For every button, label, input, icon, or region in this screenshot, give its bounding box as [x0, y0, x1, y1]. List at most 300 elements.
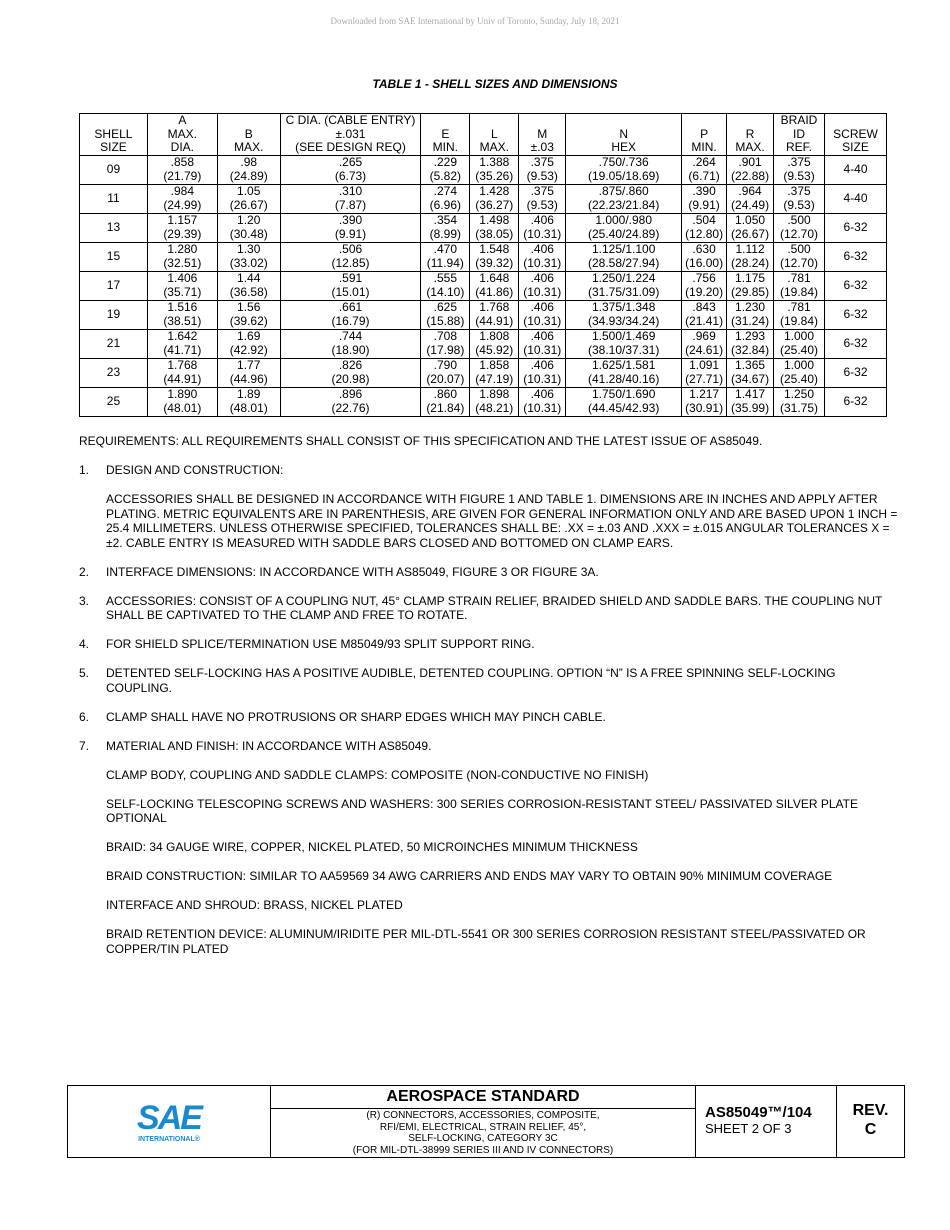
table-cell: [566, 242, 682, 271]
column-header-line: MAX.: [167, 126, 197, 141]
table-cell: [470, 242, 519, 271]
cell-value: 1.89: [237, 387, 261, 401]
table-cell: [80, 358, 148, 387]
cell-value: (35.71): [163, 284, 202, 299]
table-cell: [280, 242, 421, 271]
cell-value: .406: [530, 242, 554, 256]
item-subparagraph: BRAID CONSTRUCTION: SIMILAR TO AA59569 34 AWG CARRIERS AND ENDS MAY VARY TO OBTAIN 90% MINIMUM COVERAGE: [106, 869, 833, 883]
cell-value: (9.91): [688, 197, 720, 212]
cell-value: 6-32: [843, 248, 868, 263]
table-cell: [80, 271, 148, 300]
table-cell: [682, 271, 727, 300]
table-cell: [727, 358, 774, 387]
cell-value: (6.96): [429, 197, 461, 212]
column-header-line: L: [490, 126, 498, 141]
cell-value: 1.768: [479, 300, 510, 314]
cell-value: 1.428: [479, 184, 510, 198]
column-header-line: M: [537, 126, 548, 141]
cell-value: (10.31): [523, 400, 562, 415]
cell-value: (22.76): [331, 400, 370, 415]
cell-value: (36.58): [229, 284, 268, 299]
table-cell: [470, 358, 519, 387]
table-cell: [519, 300, 566, 329]
cell-value: (38.51): [163, 313, 202, 328]
column-header-line: SCREW: [833, 126, 878, 141]
table-cell: [470, 213, 519, 242]
cell-value: .661: [338, 300, 363, 314]
table-cell: [421, 387, 470, 416]
cell-value: 6-32: [843, 277, 868, 292]
cell-value: .843: [692, 300, 716, 314]
cell-value: 1.858: [479, 358, 510, 372]
cell-value: .875/.860: [598, 184, 649, 198]
cell-value: 1.230: [735, 300, 766, 314]
sae-logo-subtitle: INTERNATIONAL®: [138, 1135, 200, 1143]
table-cell: [147, 300, 217, 329]
cell-value: .274: [433, 184, 457, 198]
table-cell: [727, 155, 774, 184]
cell-value: 6-32: [843, 393, 868, 408]
cell-value: 4-40: [843, 190, 868, 205]
column-header: [217, 114, 280, 156]
revision-cell: [837, 1086, 904, 1157]
item-text: DESIGN AND CONSTRUCTION:: [106, 463, 284, 477]
description-line: (R) CONNECTORS, ACCESSORIES, COMPOSITE,: [366, 1110, 600, 1121]
cell-value: (25.40): [780, 342, 819, 357]
table-cell: [470, 329, 519, 358]
item-number: 1.: [79, 463, 90, 477]
cell-value: (9.53): [783, 197, 815, 212]
column-header-line: SIZE: [842, 140, 869, 154]
cell-value: (34.93/34.24): [587, 313, 660, 328]
cell-value: .591: [338, 271, 363, 285]
cell-value: (16.00): [685, 255, 724, 270]
table-row: [80, 329, 887, 358]
cell-value: (29.85): [731, 284, 770, 299]
table-cell: [217, 358, 280, 387]
cell-value: (18.90): [331, 342, 370, 357]
table-cell: [774, 300, 825, 329]
cell-value: 6-32: [843, 364, 868, 379]
cell-value: (15.01): [331, 284, 370, 299]
requirement-item: [79, 565, 901, 580]
item-text: FOR SHIELD SPLICE/TERMINATION USE M85049/93 SPLIT SUPPORT RING.: [106, 637, 535, 651]
sheet-number: SHEET 2 OF 3: [705, 1121, 792, 1136]
cell-value: 17: [106, 277, 121, 292]
cell-value: .756: [692, 271, 716, 285]
cell-value: 1.898: [479, 387, 510, 401]
cell-value: (21.41): [685, 313, 724, 328]
table-cell: [682, 155, 727, 184]
cell-value: (30.91): [685, 400, 724, 415]
cell-value: (21.84): [426, 400, 465, 415]
column-header-line: MAX.: [735, 140, 765, 154]
revision-value: C: [864, 1121, 877, 1138]
requirements-section: [79, 434, 901, 971]
cell-value: (41.86): [475, 284, 514, 299]
cell-value: 1.05: [237, 184, 261, 198]
requirement-item: [79, 594, 901, 623]
table-cell: [727, 184, 774, 213]
cell-value: (5.82): [429, 168, 461, 183]
column-header-line: ±.03: [530, 140, 554, 154]
column-header: [280, 114, 421, 156]
table-row: [80, 242, 887, 271]
table-cell: [825, 300, 887, 329]
cell-value: 1.750/1.690: [591, 387, 656, 401]
table-cell: [825, 242, 887, 271]
cell-value: (19.05/18.69): [587, 168, 660, 183]
cell-value: 1.388: [479, 155, 510, 169]
cell-value: (7.87): [334, 197, 367, 212]
cell-value: .504: [692, 213, 716, 227]
cell-value: 1.77: [237, 358, 261, 372]
document-number-cell: [696, 1086, 837, 1157]
cell-value: 4-40: [843, 161, 868, 176]
table-cell: [519, 387, 566, 416]
table-cell: [519, 242, 566, 271]
table-cell: [280, 300, 421, 329]
table-cell: [421, 213, 470, 242]
cell-value: (27.71): [685, 371, 724, 386]
table-cell: [727, 300, 774, 329]
cell-value: .790: [433, 358, 457, 372]
cell-value: (10.31): [523, 284, 562, 299]
table-cell: [727, 387, 774, 416]
sae-logo-letters: SAE: [137, 1098, 201, 1137]
cell-value: 1.625/1.581: [591, 358, 656, 372]
column-header: [147, 114, 217, 156]
item-text: MATERIAL AND FINISH: IN ACCORDANCE WITH AS85049.: [106, 738, 432, 753]
cell-value: 11: [107, 190, 120, 205]
table-cell: [421, 329, 470, 358]
cell-value: .390: [692, 184, 716, 198]
table-row: [80, 213, 887, 242]
cell-value: (44.45/42.93): [587, 400, 660, 415]
table-cell: [566, 184, 682, 213]
cell-value: 1.000: [784, 358, 815, 372]
cell-value: .375: [530, 184, 554, 198]
table-cell: [147, 155, 217, 184]
table-cell: [682, 358, 727, 387]
table-cell: [519, 184, 566, 213]
download-watermark: Downloaded from SAE International by Univ of Toronto, Sunday, July 18, 2021: [330, 16, 620, 26]
table-cell: [566, 271, 682, 300]
table-row: [80, 184, 887, 213]
table-cell: [280, 358, 421, 387]
cell-value: .406: [530, 213, 554, 227]
cell-value: 1.768: [167, 358, 198, 372]
table-cell: [774, 358, 825, 387]
cell-value: .781: [787, 300, 811, 314]
table-cell: [421, 155, 470, 184]
cell-value: .744: [338, 329, 363, 343]
column-header-line: MIN.: [691, 140, 717, 154]
table-cell: [470, 300, 519, 329]
cell-value: 6-32: [843, 335, 868, 350]
column-header-line: A: [178, 113, 187, 127]
cell-value: 1.365: [735, 358, 766, 372]
table-cell: [280, 184, 421, 213]
table-cell: [80, 213, 148, 242]
table-cell: [774, 184, 825, 213]
cell-value: .406: [530, 358, 554, 372]
cell-value: 1.20: [237, 213, 261, 227]
table-cell: [147, 242, 217, 271]
table-cell: [566, 329, 682, 358]
table-cell: [217, 213, 280, 242]
cell-value: (10.31): [523, 342, 562, 357]
cell-value: (32.84): [731, 342, 770, 357]
cell-value: (36.27): [475, 197, 514, 212]
cell-value: (44.91): [475, 313, 514, 328]
table-row: [80, 300, 887, 329]
item-subparagraph: ACCESSORIES SHALL BE DESIGNED IN ACCORDANCE WITH FIGURE 1 AND TABLE 1. DIMENSIONS ARE IN INCHES AND APPLY AFTER PLATING. METRIC EQUIVALENTS ARE IN PARENTHESIS, ARE GIVEN FOR GENERAL INFORMATION ONLY AND ARE BASED UPON 1 INCH = 25.4 MILLIMETERS. UNLESS OTHERWISE SPECIFIED, TOLERANCES SHALL BE: .XX = ±.03 AND .XXX = ±.015 ANGULAR TOLERANCES X = ±2. CABLE ENTRY IS MEASURED WITH SADDLE BARS CLOSED AND BOTTOMED ON CLAMP EARS.: [106, 492, 898, 550]
cell-value: 1.44: [237, 271, 261, 285]
column-header-line: HEX: [611, 140, 637, 154]
cell-value: 1.000/.980: [595, 213, 653, 227]
table-cell: [217, 300, 280, 329]
cell-value: .265: [338, 155, 363, 169]
table-cell: [774, 213, 825, 242]
cell-value: 1.250/1.224: [591, 271, 656, 285]
cell-value: 1.498: [479, 213, 510, 227]
table-cell: [682, 300, 727, 329]
cell-value: .750/.736: [598, 155, 649, 169]
cell-value: .969: [692, 329, 716, 343]
cell-value: (12.80): [685, 226, 724, 241]
table-cell: [280, 213, 421, 242]
cell-value: 21: [106, 335, 121, 350]
cell-value: .310: [338, 184, 363, 198]
item-number: 6.: [79, 709, 90, 724]
cell-value: 1.548: [479, 242, 510, 256]
item-subparagraph: SELF-LOCKING TELESCOPING SCREWS AND WASHERS: 300 SERIES CORROSION-RESISTANT STEEL/ PASSIVATED SILVER PLATE OPTIONAL: [106, 796, 858, 825]
cell-value: (42.92): [229, 342, 268, 357]
cell-value: 1.642: [167, 329, 198, 343]
item-text: ACCESSORIES: CONSIST OF A COUPLING NUT, 45° CLAMP STRAIN RELIEF, BRAIDED SHIELD AND SADDLE BARS. THE COUPLING NUT SHALL BE CAPTIVATED TO THE CLAMP AND FREE TO ROTATE.: [106, 593, 883, 622]
cell-value: (44.91): [163, 371, 202, 386]
table-cell: [80, 300, 148, 329]
table-cell: [566, 213, 682, 242]
standard-title: AEROSPACE STANDARD: [271, 1086, 695, 1109]
table-cell: [566, 300, 682, 329]
table-row: [80, 155, 887, 184]
cell-value: 6-32: [843, 219, 868, 234]
requirement-item: [79, 666, 901, 695]
cell-value: 1.000: [784, 329, 815, 343]
item-subparagraph: INTERFACE AND SHROUD: BRASS, NICKEL PLATED: [106, 898, 403, 912]
table-cell: [682, 242, 727, 271]
table-cell: [825, 155, 887, 184]
table-cell: [147, 271, 217, 300]
description-line: SELF-LOCKING, CATEGORY 3C: [408, 1133, 558, 1144]
cell-value: 1.516: [167, 300, 198, 314]
cell-value: 1.125/1.100: [591, 242, 656, 256]
table-cell: [566, 358, 682, 387]
column-header: [774, 114, 825, 156]
cell-value: 1.050: [735, 213, 766, 227]
table-cell: [147, 387, 217, 416]
cell-value: (19.84): [780, 313, 819, 328]
cell-value: 15: [106, 248, 121, 263]
cell-value: 1.808: [479, 329, 510, 343]
cell-value: 13: [106, 219, 121, 234]
column-header-line: REF.: [786, 140, 813, 154]
revision-label: REV.: [852, 1102, 889, 1119]
cell-value: 1.406: [167, 271, 198, 285]
cell-value: .375: [787, 184, 811, 198]
cell-value: 1.500/1.469: [591, 329, 656, 343]
cell-value: .555: [433, 271, 457, 285]
cell-value: (48.21): [475, 400, 514, 415]
item-text: INTERFACE DIMENSIONS: IN ACCORDANCE WITH AS85049, FIGURE 3 OR FIGURE 3A.: [106, 564, 599, 579]
cell-value: .984: [170, 184, 195, 198]
cell-value: 23: [106, 364, 121, 379]
cell-value: .406: [530, 387, 554, 401]
cell-value: (38.05): [475, 226, 514, 241]
cell-value: (20.98): [331, 371, 370, 386]
table-row: [80, 387, 887, 416]
column-header-line: (SEE DESIGN REQ): [295, 140, 406, 154]
table-cell: [147, 184, 217, 213]
table-cell: [280, 271, 421, 300]
table-cell: [774, 387, 825, 416]
cell-value: (6.73): [334, 168, 367, 183]
cell-value: 1.157: [167, 213, 198, 227]
table-cell: [519, 358, 566, 387]
cell-value: .500: [787, 213, 811, 227]
table-cell: [470, 155, 519, 184]
cell-value: (28.24): [731, 255, 770, 270]
requirements-list: [79, 463, 901, 956]
item-subparagraph: BRAID RETENTION DEVICE: ALUMINUM/IRIDITE PER MIL-DTL-5541 OR 300 SERIES CORROSION RESISTANT STEEL/PASSIVATED OR COPPER/TIN PLATED: [106, 927, 866, 956]
table-cell: [147, 358, 217, 387]
shell-dimensions-table: [79, 113, 887, 417]
table-cell: [80, 242, 148, 271]
cell-value: .500: [787, 242, 811, 256]
cell-value: 1.69: [237, 329, 261, 343]
cell-value: (31.24): [731, 313, 770, 328]
table-cell: [470, 387, 519, 416]
column-header-line: C DIA. (CABLE ENTRY): [285, 113, 416, 127]
cell-value: (25.40): [780, 371, 819, 386]
table-cell: [470, 184, 519, 213]
table-cell: [217, 242, 280, 271]
cell-value: 1.56: [237, 300, 261, 314]
cell-value: .826: [338, 358, 363, 372]
cell-value: 09: [106, 161, 121, 176]
cell-value: 1.890: [167, 387, 198, 401]
item-text: CLAMP SHALL HAVE NO PROTRUSIONS OR SHARP EDGES WHICH MAY PINCH CABLE.: [106, 709, 606, 724]
table-cell: [470, 271, 519, 300]
cell-value: (31.75): [780, 400, 819, 415]
cell-value: (39.62): [229, 313, 268, 328]
table-cell: [421, 358, 470, 387]
table-cell: [280, 329, 421, 358]
description-line: RFI/EMI, ELECTRICAL, STRAIN RELIEF, 45°,: [379, 1121, 587, 1133]
cell-value: (17.98): [426, 342, 465, 357]
cell-value: .708: [433, 329, 457, 343]
cell-value: (20.07): [426, 371, 465, 386]
table-cell: [825, 358, 887, 387]
cell-value: (19.84): [780, 284, 819, 299]
cell-value: (14.10): [426, 284, 465, 299]
item-number: 4.: [79, 637, 90, 651]
requirement-item: [79, 463, 901, 478]
cell-value: (29.39): [163, 226, 202, 241]
table-cell: [217, 271, 280, 300]
column-header-line: BRAID: [780, 113, 818, 127]
item-number: 7.: [79, 738, 90, 753]
cell-value: (34.67): [731, 371, 770, 386]
table-cell: [727, 271, 774, 300]
table-cell: [80, 155, 148, 184]
table-cell: [280, 155, 421, 184]
cell-value: (10.31): [523, 313, 562, 328]
cell-value: (25.40/24.89): [587, 226, 660, 241]
cell-value: (19.20): [685, 284, 724, 299]
item-number: 5.: [79, 666, 90, 680]
table-cell: [682, 184, 727, 213]
cell-value: (44.96): [229, 371, 268, 386]
cell-value: (48.01): [163, 400, 202, 415]
table-cell: [519, 213, 566, 242]
column-header-line: MIN.: [432, 140, 458, 154]
table-row: [80, 271, 887, 300]
cell-value: (6.71): [688, 168, 720, 183]
table-cell: [825, 213, 887, 242]
item-number: 3.: [79, 593, 90, 608]
cell-value: .229: [433, 155, 457, 169]
table-row: [80, 358, 887, 387]
column-header-line: R: [745, 126, 755, 141]
item-number: 2.: [79, 564, 90, 579]
table-cell: [421, 271, 470, 300]
cell-value: (10.31): [523, 226, 562, 241]
column-header: [519, 114, 566, 156]
cell-value: .858: [170, 155, 195, 169]
cell-value: (10.31): [523, 371, 562, 386]
item-subparagraph: CLAMP BODY, COUPLING AND SADDLE CLAMPS: COMPOSITE (NON-CONDUCTIVE NO FINISH): [106, 767, 649, 782]
cell-value: (41.28/40.16): [587, 371, 660, 386]
requirement-item: [79, 739, 901, 754]
cell-value: 1.091: [689, 358, 720, 372]
cell-value: (15.88): [426, 313, 465, 328]
column-header: [80, 114, 148, 156]
column-header-line: MAX.: [234, 140, 264, 154]
cell-value: .506: [338, 242, 363, 256]
cell-value: (22.23/21.84): [587, 197, 660, 212]
column-header: [421, 114, 470, 156]
column-header-line: E: [441, 126, 450, 141]
table-cell: [217, 184, 280, 213]
column-header-line: P: [700, 126, 709, 141]
table-body: [80, 155, 887, 416]
cell-value: (41.71): [163, 342, 202, 357]
column-header-line: SHELL: [94, 126, 133, 141]
table-title: TABLE 1 - SHELL SIZES AND DIMENSIONS: [372, 77, 618, 91]
cell-value: 19: [106, 306, 121, 321]
cell-value: 1.175: [735, 271, 766, 285]
table-cell: [774, 271, 825, 300]
cell-value: (9.53): [526, 168, 558, 183]
cell-value: .630: [692, 242, 716, 256]
title-block: [67, 1085, 905, 1158]
cell-value: .901: [738, 155, 762, 169]
table-cell: [774, 329, 825, 358]
table-cell: [147, 213, 217, 242]
